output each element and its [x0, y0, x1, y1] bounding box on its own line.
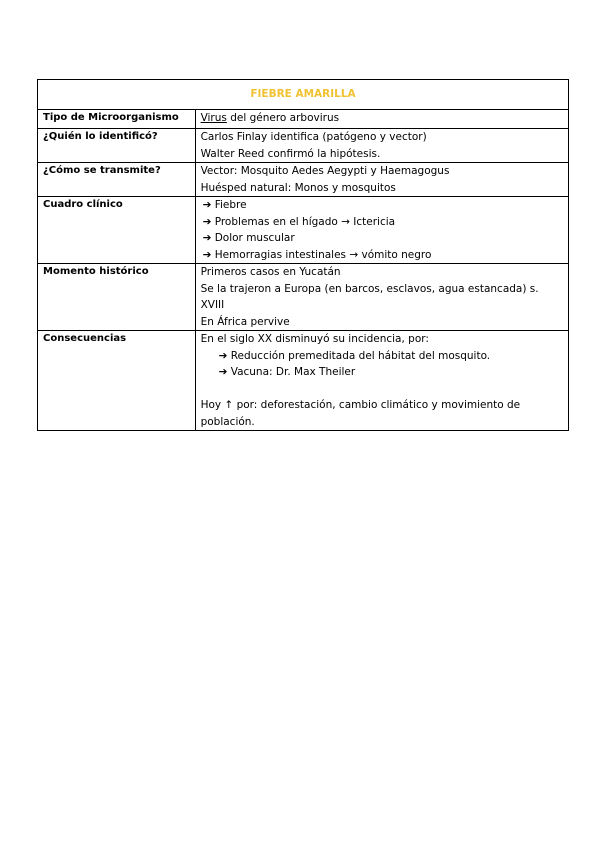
- bullet-item: ➔ Fiebre: [202, 199, 247, 211]
- table-row: [38, 264, 569, 331]
- underlined-term: Virus: [200, 112, 227, 124]
- content-line: Huésped natural: Monos y mosquitos: [200, 181, 396, 194]
- table-row: [38, 110, 569, 129]
- table-row: [38, 331, 569, 431]
- content-line: Walter Reed confirmó la hipótesis.: [200, 147, 381, 160]
- bullet-item: ➔ Problemas en el hígado → Ictericia: [202, 215, 396, 228]
- content-line: Hoy ↑ por: deforestación, cambio climático y movimiento de población.: [200, 399, 521, 428]
- row-content: [195, 264, 568, 331]
- content-line: Vector: Mosquito Aedes Aegypti y Haemagogus: [200, 165, 450, 177]
- row-label: Tipo de Microorganismo: [38, 110, 196, 129]
- content-line: Se la trajeron a Europa (en barcos, esclavos, agua estancada) s. XVIII: [200, 282, 539, 311]
- row-label: Momento histórico: [38, 264, 196, 331]
- content-line: [201, 110, 563, 127]
- table-row: [38, 129, 569, 163]
- row-content: [195, 197, 568, 264]
- content-line: En África pervive: [200, 315, 290, 328]
- spacer: [201, 381, 563, 398]
- row-label: Cuadro clínico: [38, 197, 196, 264]
- document-title: FIEBRE AMARILLA: [38, 80, 569, 110]
- info-table: [37, 79, 569, 431]
- content-line: Primeros casos en Yucatán: [200, 266, 341, 278]
- content-line: Carlos Finlay identifica (patógeno y vector): [200, 131, 427, 143]
- row-label: ¿Quién lo identificó?: [38, 129, 196, 163]
- row-content: [195, 129, 568, 163]
- content-text: del género arbovirus: [226, 112, 340, 124]
- row-content: [195, 331, 568, 431]
- bullet-item: ➔ Vacuna: Dr. Max Theiler: [218, 366, 356, 378]
- row-content: [195, 163, 568, 197]
- row-content: [195, 110, 568, 129]
- content-line: En el siglo XX disminuyó su incidencia, por:: [200, 333, 429, 345]
- table-row: [38, 197, 569, 264]
- bullet-item: ➔ Dolor muscular: [202, 232, 295, 244]
- table-row: [38, 163, 569, 197]
- bullet-item: ➔ Hemorragias intestinales → vómito negro: [202, 248, 432, 261]
- bullet-item: ➔ Reducción premeditada del hábitat del mosquito.: [218, 349, 491, 362]
- row-label: ¿Cómo se transmite?: [38, 163, 196, 197]
- title-row: [38, 80, 569, 110]
- row-label: Consecuencias: [38, 331, 196, 431]
